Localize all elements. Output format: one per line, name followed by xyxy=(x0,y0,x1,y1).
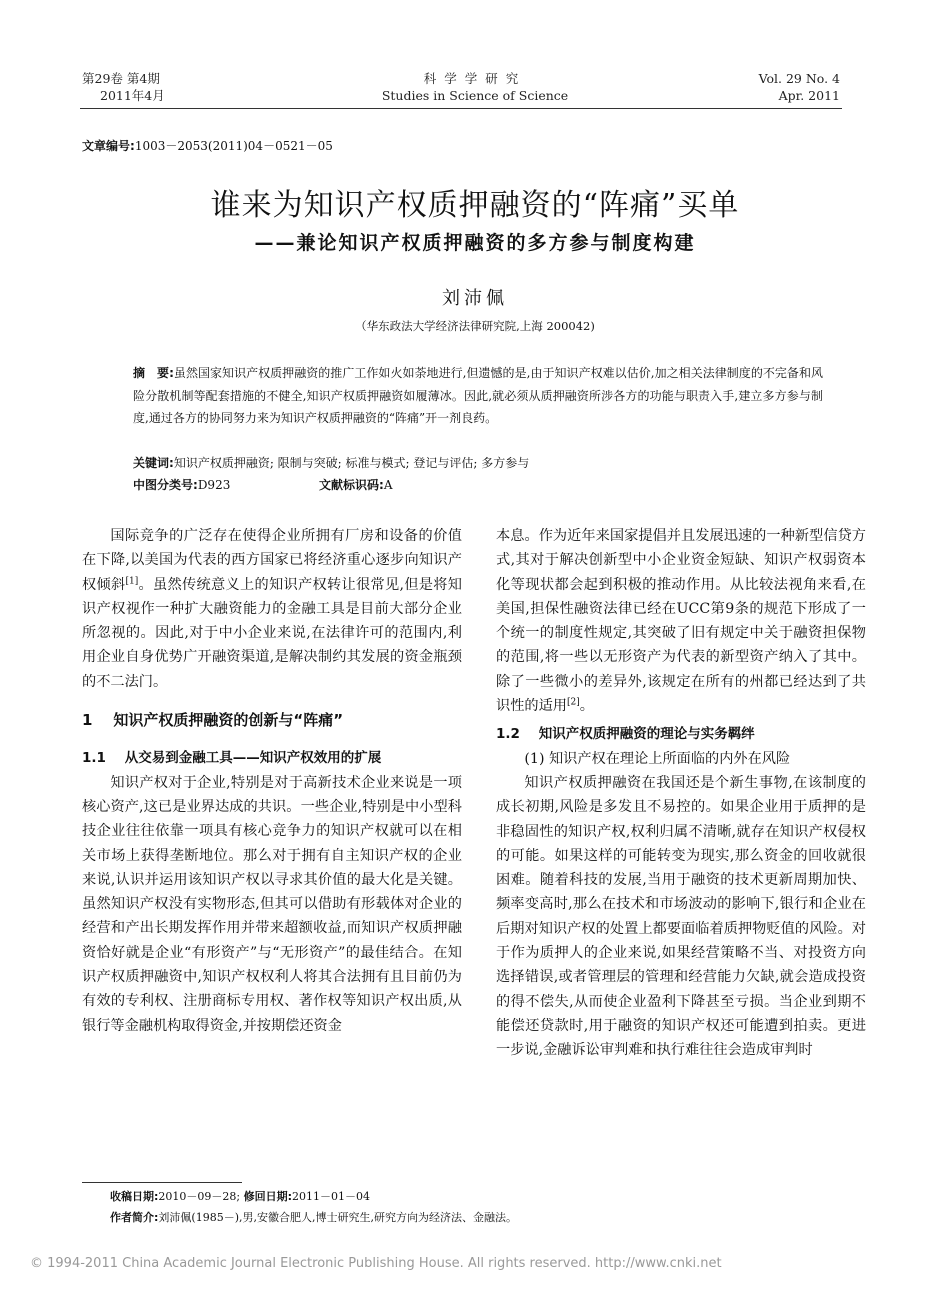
issue-date: 2011年4月 xyxy=(100,88,165,103)
journal-issue xyxy=(82,70,165,104)
abstract xyxy=(133,362,823,430)
section-1-1-heading xyxy=(82,746,462,770)
body-column-left xyxy=(82,524,462,1038)
footnote-rule xyxy=(82,1182,242,1183)
author-affiliation: （华东政法大学经济法律研究院,上海 200042) xyxy=(355,319,595,333)
author-name: 刘沛佩 xyxy=(442,288,508,309)
keywords-label: 关键词: xyxy=(133,456,174,470)
paper-title: 谁来为知识产权质押融资的“阵痛”买单 xyxy=(210,188,740,223)
journal-name xyxy=(325,70,625,104)
footnotes xyxy=(110,1186,517,1228)
section-1-heading xyxy=(82,708,462,732)
continued-paragraph xyxy=(496,524,866,718)
bio-label: 作者简介: xyxy=(110,1211,159,1224)
journal-issue-en xyxy=(650,70,840,104)
section-1-2-heading xyxy=(496,722,866,746)
section-1-2-number: 1.2 xyxy=(496,726,520,743)
continued-text-end: 。 xyxy=(579,698,594,715)
clc-label: 中图分类号: xyxy=(133,478,198,492)
section-1-number: 1 xyxy=(82,711,93,730)
journal-name-en: Studies in Science of Science xyxy=(381,88,569,103)
received-date: 2010－09－28; xyxy=(158,1190,241,1203)
section-1-title: 知识产权质押融资的创新与“阵痛” xyxy=(113,711,344,730)
volume-issue-en: Vol. 29 No. 4 xyxy=(758,71,840,86)
revised-date: 2011－01－04 xyxy=(292,1190,371,1203)
received-label: 收稿日期: xyxy=(110,1190,159,1203)
clc-value: D923 xyxy=(197,478,231,492)
body-column-right xyxy=(496,524,866,1063)
article-number-label: 文章编号: xyxy=(82,139,135,153)
classification xyxy=(133,474,823,496)
journal-name-cn: 科学学研究 xyxy=(423,71,527,86)
paper-subtitle: ——兼论知识产权质押融资的多方参与制度构建 xyxy=(254,232,696,254)
bio-text: 刘沛佩(1985－),男,安徽合肥人,博士研究生,研究方向为经济法、金融法。 xyxy=(158,1211,517,1224)
abstract-text: 虽然国家知识产权质押融资的推广工作如火如荼地进行,但遗憾的是,由于知识产权难以估价,加之相关法律制度的不完备和风险分散机制等配套措施的不健全,知识产权质押融资如履薄冰。因此,就必须从质押融资所涉各方的功能与职责入手,建立多方参与制度,通过各方的协同努力来为知识产权质押融资的“阵痛”开一剂良药。 xyxy=(133,366,823,425)
author-bio xyxy=(110,1207,517,1228)
intro-text-b: 。虽然传统意义上的知识产权转让很常见,但是将知识产权视作一种扩大融资能力的金融工具是目前大部分企业所忽视的。因此,对于中小企业来说,在法律许可的范围内,利用企业自身优势广开融资渠道,是解决制约其发展的资金瓶颈的不二法门。 xyxy=(82,576,462,690)
article-number xyxy=(82,137,333,154)
document-code xyxy=(319,474,392,496)
received-dates xyxy=(110,1186,517,1207)
citation-ref-1: [1] xyxy=(125,575,139,586)
citation-ref-2: [2] xyxy=(566,697,580,708)
header-rule xyxy=(80,108,842,109)
document-code-value: A xyxy=(383,478,393,492)
revised-label: 修回日期: xyxy=(243,1190,293,1203)
section-1-2-title: 知识产权质押融资的理论与实务羁绊 xyxy=(538,726,755,743)
continued-text: 本息。作为近年来国家提倡并且发展迅速的一种新型信贷方式,其对于解决创新型中小企业资金短缺、知识产权弱资本化等现状都会起到积极的推动作用。从比较法视角来看,在美国,担保性融资法律已经在UCC第9条的规范下形成了一个统一的制度性规定,其突破了旧有规定中关于融资担保物的范围,将一些以无形资产为代表的新型资产纳入了其中。除了一些微小的差异外,该规定在所有的州都已经达到了共识性的适用 xyxy=(496,528,866,715)
volume-issue: 第29卷 第4期 xyxy=(82,71,160,86)
section-1-2-paragraph: 知识产权质押融资在我国还是个新生事物,在该制度的成长初期,风险是多发且不易控的。如果企业用于质押的是非稳固性的知识产权,权利归属不清晰,就存在知识产权侵权的可能。如果这样的可能转变为现实,那么资金的回收就很困难。随着科技的发展,当用于融资的技术更新周期加快、频率变高时,那么在技术和市场波动的影响下,银行和企业在后期对知识产权的处置上都要面临着质押物贬值的风险。对于作为质押人的企业来说,如果经营策略不当、对投资方向选择错误,或者管理层的管理和经营能力欠缺,就会造成投资的得不偿失,从而使企业盈利下降甚至亏损。当企业到期不能偿还贷款时,用于融资的知识产权还可能遭到拍卖。更进一步说,金融诉讼审判难和执行难往往会造成审判时 xyxy=(496,774,866,1059)
copyright-notice: © 1994-2011 China Academic Journal Electronic Publishing House. All rights reserved. http://www.cnki.net xyxy=(30,1256,722,1271)
keywords xyxy=(133,452,823,474)
section-1-1-title: 从交易到金融工具——知识产权效用的扩展 xyxy=(124,750,382,767)
article-number-value: 1003－2053(2011)04－0521－05 xyxy=(134,139,333,153)
issue-date-en: Apr. 2011 xyxy=(778,88,840,103)
intro-paragraph xyxy=(82,524,462,694)
keywords-text: 知识产权质押融资; 限制与突破; 标准与模式; 登记与评估; 多方参与 xyxy=(173,456,530,470)
intro-text-a: 国际竞争的广泛存在使得企业所拥有厂房和设备的价值在下降,以美国为代表的西方国家已将经济重心逐步向知识产权倾斜 xyxy=(82,528,462,593)
abstract-label: 摘 要: xyxy=(133,366,174,380)
section-1-1-paragraph: 知识产权对于企业,特别是对于高新技术企业来说是一项核心资产,这已是业界达成的共识。一些企业,特别是中小型科技企业往往依靠一项具有核心竞争力的知识产权就可以在相关市场上获得垄断地位。那么对于拥有自主知识产权的企业来说,认识并运用该知识产权以寻求其价值的最大化是关键。虽然知识产权没有实物形态,但其可以借助有形载体对企业的经营和产出长期发挥作用并带来超额收益,而知识产权质押融资恰好就是企业“有形资产”与“无形资产”的最佳结合。在知识产权质押融资中,知识产权权利人将其合法拥有且目前仍为有效的专利权、注册商标专用权、著作权等知识产权出质,从银行等金融机构取得资金,并按期偿还资金 xyxy=(82,774,462,1034)
document-code-label: 文献标识码: xyxy=(319,478,384,492)
section-1-1-number: 1.1 xyxy=(82,750,106,767)
subheading-risk: (1) 知识产权在理论上所面临的内外在风险 xyxy=(524,750,791,767)
